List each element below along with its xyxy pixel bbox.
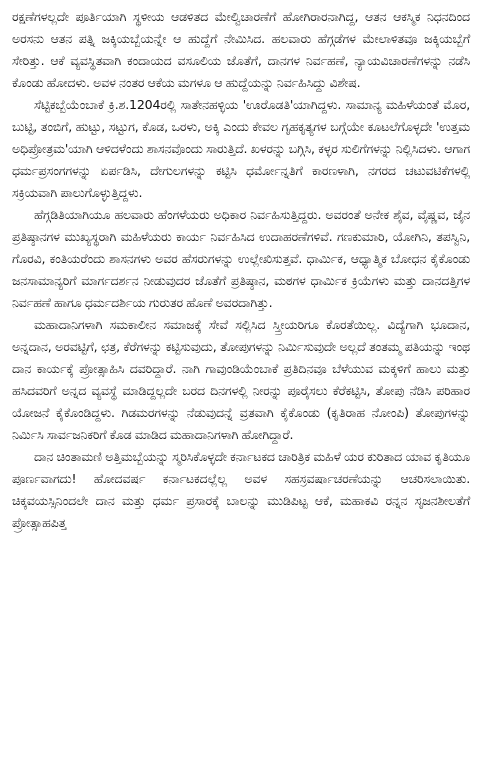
- paragraph-attimabbe: ದಾನ ಚಿಂತಾಮಣಿ ಅತ್ತಿಮಬ್ಬೆಯನ್ನು ಸ್ಮರಿಸಿಕೊಳ್ಳದೇ ಕರ್ನಾಟಕದ ಚಾರಿತ್ರಿಕ ಮಹಿಳೆ ಯರ ಕುರಿತಾದ ಯಾವ ಕೃತಿಯೂ ಪೂರ್ಣವಾಗದು! ಹೋದವರ್ಷ ಕರ್ನಾಟಕದಲ್ಲೆಲ್ಲ ಅವಳ ಸಹಸ್ರವರ್ಷಾಚರಣೆಯನ್ನು ಆಚರಿಸಲಾಯಿತು. ಚಿಕ್ಕವಯಸ್ಸಿನಿಂದಲೇ ದಾನ ಮತ್ತು ಧರ್ಮ ಪ್ರಸಾರಕ್ಕೆ ಬಾಲನ್ನು ಮುಡಿಪಿಟ್ಟ ಆಕೆ, ಮಹಾಕವಿ ರನ್ನನ ಸೃಜನಶೀಲತೆಗೆ ಪ್ರೋತ್ಸಾಹಪಿತ್ತ: [12, 449, 470, 530]
- paragraph-mahadanigalu: ಮಹಾದಾನಿಗಳಾಗಿ ಸಮಕಾಲೀನ ಸಮಾಜಕ್ಕೆ ಸೇವೆ ಸಲ್ಲಿಸಿದ ಸ್ತ್ರೀಯರಿಗೂ ಕೊರತೆಯಿಲ್ಲ. ವಿದ್ಯೆಗಾಗಿ ಭೂದಾನ, ಅನ್ನದಾನ, ಅರವಟ್ಟಿಗೆ, ಛತ್ರ, ಕೆರೆಗಳನ್ನು ಕಟ್ಟಿಸುವುದು, ತೋಪುಗಳನ್ನು ನಿರ್ಮಿಸುವುದೇ ಅಲ್ಲದೆ ತಂತಮ್ಮ ಪತಿಯನ್ನು ಇಂಥ ದಾನ ಕಾರ್ಯಕ್ಕೆ ಪ್ರೋತ್ಸಾಹಿಸಿ ದವರಿದ್ದಾರೆ. ನಾಗಿ ಗಾವುಂಡಿಯೆಂಬಾಕೆ ಪ್ರತಿದಿನವೂ ಬೆಳೆಯುವ ಮಕ್ಕಳಿಗೆ ಹಾಲು ಮತ್ತು ಹಸಿದವರಿಗೆ ಅನ್ನದ ವ್ಯವಸ್ಥೆ ಮಾಡಿದ್ದಲ್ಲದೇ ಬರದ ದಿನಗಳಲ್ಲಿ ನೀರನ್ನು ಪೂರೈಸಲು ಕೆರೆಕಟ್ಟಿಸಿ, ತೋಪು ನೆಡಿಸಿ ಪರಿಹಾರ ಯೋಜನೆ ಕೈಕೊಂಡಿದ್ದಳು. ಗಿಡಮರಗಳನ್ನು ನೆಡುವುದನ್ನೆ ವ್ರತವಾಗಿ ಕೈಕೊಂಡು (ಕೃತಿರಾಹ ನೋಂಪಿ) ತೋಪುಗಳನ್ನು ನಿರ್ಮಿಸಿ ಸಾರ್ವಜನಿಕರಿಗೆ ಕೊಡ ಮಾಡಿದ ಮಹಾದಾನಿಗಳಾಗಿ ಹೋಗಿದ್ದಾರೆ.: [12, 317, 470, 442]
- paragraph-jakkiyabbe: ರಕ್ಷಣೆಗಳಲ್ಲದೇ ಪೂರ್ತಿಯಾಗಿ ಸ್ಥಳೀಯ ಆಡಳಿತದ ಮೇಲ್ವಿಚಾರಣೆಗೆ ಹೋಗಿರಾರನಾಗಿದ್ದ, ಆತನ ಆಕಸ್ಮಿಕ ನಿಧನದಿಂದ ಅರಸನು ಆತನ ಪತ್ನಿ ಜಕ್ಕಿಯಬ್ಬೆಯನ್ನೇ ಆ ಹುದ್ದೆಗೆ ನೇಮಿಸಿದ. ಹಲವಾರು ಹೆಗ್ಗಡೆಗಳ ಮೇಲಾಳಿತವೂ ಜಕ್ಕಿಯಬ್ಬೆಗೆ ಸೇರಿತ್ತು. ಆಕೆ ವ್ಯವಸ್ಥಿತವಾಗಿ ಕಂದಾಯದ ವಸೂಲಿಯ ಜೊತೆಗೆ, ದಾನಗಳ ನಿರ್ವಹಣೆ, ನ್ಯಾಯವಿಚಾರಣೆಗಳನ್ನು ನಡೆಸಿ ಕೊಂಡು ಹೋದಳು. ಅವಳ ನಂತರ ಆಕೆಯ ಮಗಳೂ ಆ ಹುದ್ದೆಯನ್ನು ನಿರ್ವಹಿಸಿದ್ದು ವಿಶೇಷ.: [12, 9, 470, 90]
- paragraph-settikabbe: ಸೆಟ್ಟಿಕಬ್ಬೆಯೆಂಬಾಕೆ ಕ್ರಿ.ಶ.1204ರಲ್ಲಿ ಸಾತೇನಹಳ್ಳಿಯ 'ಊರೊಡತಿ'ಯಾಗಿದ್ದಳು. ಸಾಮಾನ್ಯ ಮಹಿಳೆಯಂತೆ ಮೊರ, ಬುಟ್ಟಿ, ತಂಬಿಗೆ, ಹುಟ್ಟು, ಸಟ್ಟುಗ, ಕೊಡ, ಒರಳು, ಅಕ್ಕಿ ಎಂದು ಕೇವಲ ಗೃಹಕೃತ್ಯಗಳ ಬಗ್ಗೆಯೇ ಕೂಟಲೆಗೊಳ್ಳದೇ 'ಉತ್ತಮ ಅಧಿಪ್ರೋತ್ರಮ'ಯಾಗಿ ಆಳಿದಳೆಂದು ಶಾಸನವೊಂದು ಸಾರುತ್ತಿದೆ. ಖಳರನ್ನು ಬಗ್ಗಿಸಿ, ಕಳ್ಳರ ಸುಲಿಗೆಗಳನ್ನು ನಿಲ್ಲಿಸಿದಳು. ಆಗಾಗ ಧರ್ಮಪ್ರಸಂಗಗಳನ್ನು ಏರ್ಪಡಿಸಿ, ದೇಗುಲಗಳನ್ನು ಕಟ್ಟಿಸಿ ಧರ್ಮೋನ್ನತಿಗೆ ಕಾರಣಳಾಗಿ, ನಗರದ ಚಟುವಟಿಕೆಗಳಲ್ಲಿ ಸಕ್ರಿಯವಾಗಿ ಪಾಲುಗೊಳ್ಳುತ್ತಿದ್ದಳು.: [12, 97, 470, 200]
- paragraph-heggaditi: ಹೆಗ್ಗಡಿತಿಯಾಗಿಯೂ ಹಲವಾರು ಹೆಂಗಳೆಯರು ಅಧಿಕಾರ ನಿರ್ವಹಿಸುತ್ತಿದ್ದರು. ಅವರಂತೆ ಅನೇಕ ಶೈವ, ವೈಷ್ಣವ, ಜೈನ ಪ್ರತಿಷ್ಠಾನಗಳ ಮುಖ್ಯಸ್ಥರಾಗಿ ಮಹಿಳೆಯರು ಕಾರ್ಯ ನಿರ್ವಹಿಸಿದ ಉದಾಹರಣೆಗಳಿವೆ. ಗಣಕುಮಾರಿ, ಯೋಗಿನಿ, ತಪಸ್ವಿನಿ, ಗೊರವಿ, ಕಂತಿಯರೆಂದು ಶಾಸನಗಳು ಅವರ ಹೆಸರುಗಳನ್ನು ಉಲ್ಲೇಖಿಸುತ್ತವೆ. ಧಾರ್ಮಿಕ, ಆಧ್ಯಾತ್ಮಿಕ ಬೋಧನ ಕೈಕೊಂಡು ಜನಸಾಮಾನ್ಯರಿಗೆ ಮಾರ್ಗದರ್ಶನ ನೀಡುವುದರ ಜೊತೆಗೆ ಪ್ರತಿಷ್ಠಾನ, ಮಠಗಳ ಧಾರ್ಮಿಕ ಕ್ರಿಯೆಗಳು ಮತ್ತು ದಾನದತ್ತಿಗಳ ನಿರ್ವಹಣೆ ಹಾಗೂ ಧರ್ಮದರ್ಶಿಯ ಗುರುತರ ಹೊಣೆ ಅವರದಾಗಿತ್ತು.: [12, 207, 470, 310]
